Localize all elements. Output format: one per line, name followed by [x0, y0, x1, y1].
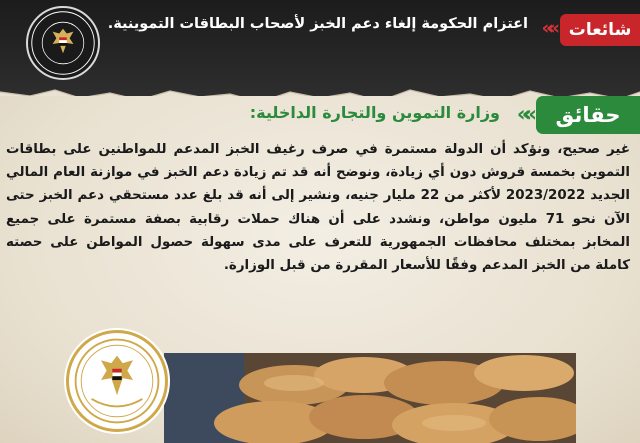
bread-photo — [164, 353, 576, 443]
fact-chevron-icon: »» — [516, 102, 530, 126]
ministry-of-supply-logo — [66, 330, 168, 432]
facts-label: حقائق — [536, 96, 640, 134]
rumor-chevron-icon: »» — [541, 17, 554, 39]
rumors-label: شائعات — [560, 14, 640, 46]
fact-body-text: غير صحيح، ونؤكد أن الدولة مستمرة في صرف رغيف الخبز المدعم للمواطنين على بطاقات التموين بخمسة قروش دون أي زيادة، ونوضح أنه قد تم زيادة دعم الخبز في موازنة العام المالي الجديد 2023/2022 لأكثر من 22 مليار جنيه، ونشير إلى أنه قد بلغ عدد مستحقي دعم الخبز حتى الآن نحو 71 مليون مواطن، ونشدد على أن هناك حملات رقابية بصفة مستمرة على جميع المخابز بمختلف محافظات الجمهورية للتعرف على مدى سهولة حصول المواطن على حصته كاملة من الخبز المدعم وفقًا للأسعار المقررة من قبل الوزارة. — [6, 142, 631, 274]
cabinet-media-center-logo — [26, 6, 100, 80]
baladi-bread-photo-icon — [164, 353, 576, 443]
ministry-of-supply-emblem-icon — [69, 333, 165, 429]
fact-source: وزارة التموين والتجارة الداخلية: — [249, 103, 500, 122]
rumor-headline: اعتزام الحكومة إلغاء دعم الخبز لأصحاب البطاقات التموينية. — [107, 16, 528, 32]
egypt-eagle-emblem-icon — [28, 8, 98, 78]
